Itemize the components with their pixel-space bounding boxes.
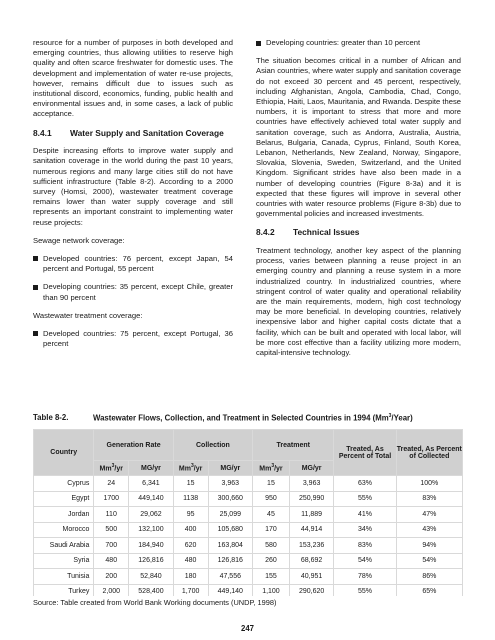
list-item xyxy=(33,329,233,349)
cell-tr-mg: 153,236 xyxy=(290,538,334,553)
cell-tr-mm3: 15 xyxy=(253,476,289,491)
cell-col-mg: 47,556 xyxy=(209,569,253,584)
cell-col-mm3: 1138 xyxy=(174,492,208,507)
list-item-text: Developed countries: 75 percent, except Portugal, 36 percent xyxy=(43,328,233,349)
cell-gen-mm3: 110 xyxy=(94,507,128,522)
header-country: Country xyxy=(34,430,93,475)
intro-paragraph: resource for a number of purposes in both developed and emerging countries, thus allowing utilities to reserve high quality and often scarce freshwater for domestic uses. The development and implementation of water re-use projects, however, remains difficult due to issues such as institutional discord, economics, funding, public health and environmental issues and, in some cases, a lack of public acceptance. xyxy=(33,38,233,119)
wastewater-label: Wastewater treatment coverage: xyxy=(33,310,143,320)
cell-pct-collected: 94% xyxy=(397,538,462,553)
table-row xyxy=(34,507,462,522)
list-item xyxy=(33,254,233,274)
section-number: 8.4.2 xyxy=(256,227,275,238)
cell-country: Morocco xyxy=(34,523,93,538)
cell-tr-mm3: 170 xyxy=(253,523,289,538)
cell-pct-total: 63% xyxy=(334,476,395,491)
header-generation: Generation Rate xyxy=(94,430,172,460)
cell-country: Jordan xyxy=(34,507,93,522)
cell-col-mm3: 400 xyxy=(174,523,208,538)
bullet-square-icon xyxy=(33,256,38,261)
cell-col-mg: 300,660 xyxy=(209,492,253,507)
cell-pct-total: 41% xyxy=(334,507,395,522)
cell-col-mm3: 1,700 xyxy=(174,585,208,600)
cell-pct-collected: 43% xyxy=(397,523,462,538)
cell-col-mm3: 480 xyxy=(174,554,208,569)
cell-col-mg: 3,963 xyxy=(209,476,253,491)
cell-col-mg: 163,804 xyxy=(209,538,253,553)
cell-tr-mm3: 155 xyxy=(253,569,289,584)
section-heading-8-4-2 xyxy=(256,227,461,238)
cell-pct-collected: 47% xyxy=(397,507,462,522)
cell-tr-mg: 44,914 xyxy=(290,523,334,538)
cell-country: Saudi Arabia xyxy=(34,538,93,553)
list-item-text: Developing countries: greater than 10 percent xyxy=(266,38,421,47)
bullet-square-icon xyxy=(33,285,38,290)
cell-gen-mm3: 500 xyxy=(94,523,128,538)
table-row xyxy=(34,569,462,584)
cell-gen-mm3: 2,000 xyxy=(94,585,128,600)
cell-pct-total: 55% xyxy=(334,492,395,507)
coverage-paragraph: Despite increasing efforts to improve water supply and sanitation coverage in the world during the past 10 years, numerous regions and many large cities still do not have sufficient infrastructure (Table 8-2). According to a 2000 survey (Homsi, 2000), wastewater treatment coverage remains lower than water supply coverage and still represents an important constraint to implementing water reuse projects: xyxy=(33,146,233,227)
cell-col-mm3: 15 xyxy=(174,476,208,491)
cell-gen-mm3: 700 xyxy=(94,538,128,553)
cell-tr-mm3: 45 xyxy=(253,507,289,522)
cell-country: Syria xyxy=(34,554,93,569)
list-item xyxy=(33,282,233,302)
header-mm3: Mm$^3$/yr xyxy=(94,461,128,475)
header-treatment: Treatment xyxy=(253,430,333,460)
right-column xyxy=(256,38,461,366)
cell-col-mm3: 180 xyxy=(174,569,208,584)
table-row xyxy=(34,492,462,507)
cell-gen-mg: 29,062 xyxy=(129,507,173,522)
cell-pct-collected: 100% xyxy=(397,476,462,491)
header-treated-total: Treated, As Percent of Total xyxy=(334,430,395,475)
cell-tr-mg: 250,990 xyxy=(290,492,334,507)
section-number: 8.4.1 xyxy=(33,127,52,138)
cell-col-mm3: 620 xyxy=(174,538,208,553)
cell-country: Cyprus xyxy=(34,476,93,491)
cell-gen-mm3: 24 xyxy=(94,476,128,491)
section-title: Technical Issues xyxy=(293,227,360,238)
header-mgyr: MG/yr xyxy=(290,461,334,475)
header-mgyr: MG/yr xyxy=(129,461,173,475)
list-item xyxy=(256,38,461,48)
cell-pct-collected: 83% xyxy=(397,492,462,507)
cell-gen-mg: 132,100 xyxy=(129,523,173,538)
cell-tr-mm3: 580 xyxy=(253,538,289,553)
table-row xyxy=(34,538,462,553)
cell-tr-mg: 11,889 xyxy=(290,507,334,522)
header-mm3: Mm$^3$/yr xyxy=(253,461,289,475)
cell-pct-total: 54% xyxy=(334,554,395,569)
table-row xyxy=(34,476,462,491)
wastewater-table xyxy=(33,429,463,596)
cell-gen-mg: 528,400 xyxy=(129,585,173,600)
cell-pct-collected: 86% xyxy=(397,569,462,584)
page-number: 247 xyxy=(240,624,254,633)
list-item-text: Developed countries: 76 percent, except Japan, 54 percent and Portugal, 55 percent xyxy=(43,253,233,274)
cell-col-mg: 25,099 xyxy=(209,507,253,522)
bullet-square-icon xyxy=(256,41,261,46)
cell-col-mg: 449,140 xyxy=(209,585,253,600)
table-source-note: Source: Table created from World Bank Working documents (UNDP, 1998) xyxy=(33,598,277,607)
cell-gen-mm3: 1700 xyxy=(94,492,128,507)
cell-country: Tunisia xyxy=(34,569,93,584)
cell-tr-mg: 68,692 xyxy=(290,554,334,569)
cell-pct-total: 34% xyxy=(334,523,395,538)
left-column xyxy=(33,38,233,357)
cell-gen-mg: 449,140 xyxy=(129,492,173,507)
cell-tr-mm3: 950 xyxy=(253,492,289,507)
header-collection: Collection xyxy=(174,430,252,460)
table-row xyxy=(34,523,462,538)
cell-pct-total: 78% xyxy=(334,569,395,584)
cell-gen-mg: 184,940 xyxy=(129,538,173,553)
cell-pct-collected: 54% xyxy=(397,554,462,569)
table-title: Wastewater Flows, Collection, and Treatment in Selected Countries in 1994 (Mm$^3$/Year) xyxy=(93,413,413,423)
cell-col-mg: 105,680 xyxy=(209,523,253,538)
table-row xyxy=(34,554,462,569)
cell-tr-mg: 290,620 xyxy=(290,585,334,600)
cell-pct-collected: 65% xyxy=(397,585,462,600)
cell-country: Turkey xyxy=(34,585,93,600)
section-title: Water Supply and Sanitation Coverage xyxy=(70,127,224,138)
table-number: Table 8-2. xyxy=(33,413,69,422)
bullet-square-icon xyxy=(33,331,38,336)
cell-gen-mm3: 200 xyxy=(94,569,128,584)
cell-pct-total: 83% xyxy=(334,538,395,553)
sewage-label: Sewage network coverage: xyxy=(33,235,125,245)
cell-tr-mm3: 1,100 xyxy=(253,585,289,600)
header-mm3: Mm$^3$/yr xyxy=(174,461,208,475)
header-mgyr: MG/yr xyxy=(209,461,253,475)
header-treated-collected: Treated, As Percent of Collected xyxy=(397,430,462,475)
cell-tr-mm3: 260 xyxy=(253,554,289,569)
cell-gen-mm3: 480 xyxy=(94,554,128,569)
cell-gen-mg: 126,816 xyxy=(129,554,173,569)
table-caption xyxy=(33,413,463,423)
technology-paragraph: Treatment technology, another key aspect of the planning process, varies between planning a reuse project in an emerging country and planning a reuse system in a more industrialized country. In industrialized countries, where stringent control of water quality and operational reliability are the main requirements, modern, high cost technology may be more beneficial. In developing countries, relatively inexpensive labor and higher capital costs dictate that a facility, which can be built and operated with local labor, will be more cost effective than a facility utilizing more modern, capital-intensive technology. xyxy=(256,245,461,357)
situation-paragraph: The situation becomes critical in a number of African and Asian countries, where water supply and sanitation coverage do not exceed 30 percent and 45 percent, respectively, including Afghanistan, Angola, Cambodia, Chad, Congo, Ethiopia, Haiti, Laos, Mauritania, and Rwanda. Despite these numbers, it is important to stress that more and more countries have effectively achieved total water supply and sanitation coverage, such as Andorra, Australia, Austria, Belarus, Bulgaria, Canada, Cyprus, Finland, South Korea, Lebanon, Netherlands, New Zealand, Norway, Singapore, Slovakia, Slovenia, Sweden, Switzerland, and the United Kingdom. Significant strides have also been made in a number of developing countries (Figure 8-3a) and it is expected that these figures will improve in several other countries with water resource problems (Figure 8-3b) due to governmental policies and increased investments. xyxy=(256,56,461,219)
cell-gen-mg: 52,840 xyxy=(129,569,173,584)
section-heading-8-4-1 xyxy=(33,128,233,139)
list-item-text: Developing countries: 35 percent, except Chile, greater than 90 percent xyxy=(43,282,233,302)
cell-tr-mg: 3,963 xyxy=(290,476,334,491)
cell-col-mm3: 95 xyxy=(174,507,208,522)
cell-gen-mg: 6,341 xyxy=(129,476,173,491)
cell-country: Egypt xyxy=(34,492,93,507)
cell-col-mg: 126,816 xyxy=(209,554,253,569)
cell-tr-mg: 40,951 xyxy=(290,569,334,584)
cell-pct-total: 55% xyxy=(334,585,395,600)
table-row xyxy=(34,585,462,600)
